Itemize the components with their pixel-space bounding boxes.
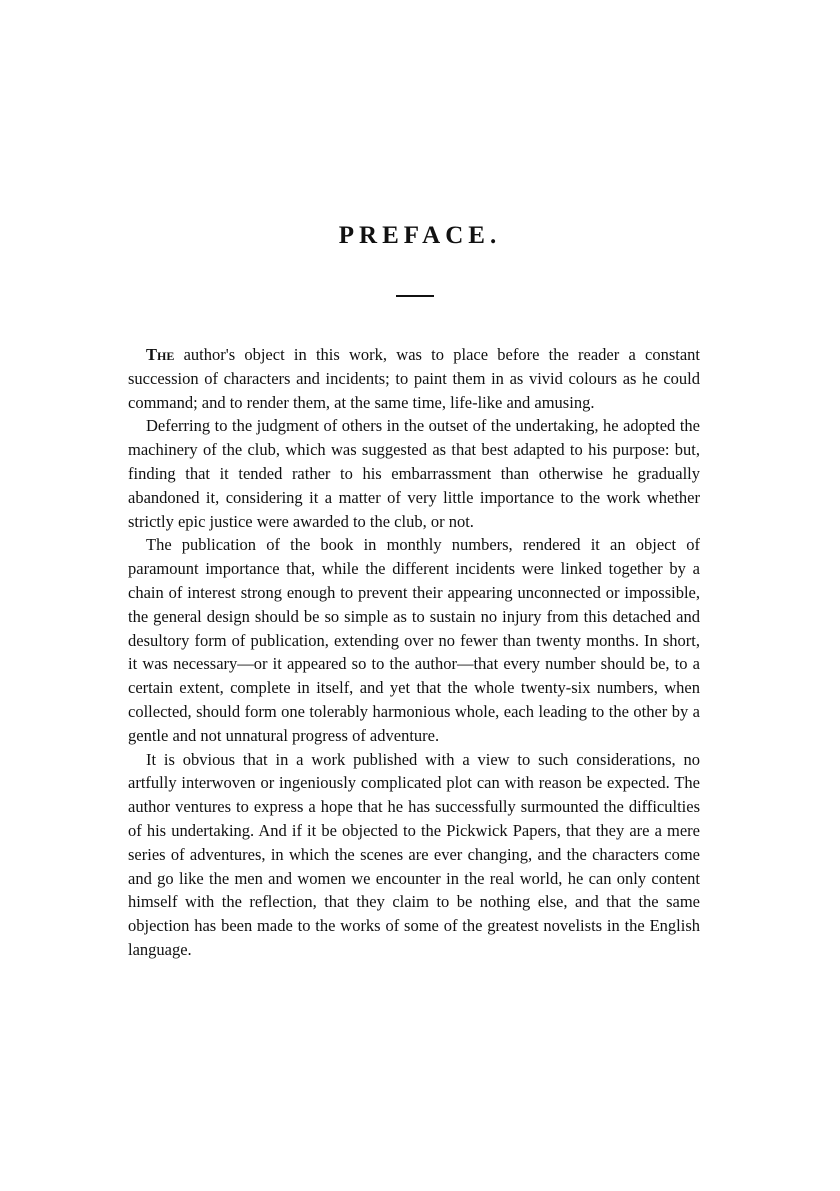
paragraph-1 [128,343,700,414]
paragraph-2: Deferring to the judgment of others in the outset of the undertaking, he adopted the machinery of the club, which was suggested as that best adapted to his purpose: but, finding that it tended rather to his embarrassment than otherwise he gradually abandoned it, considering it a matter of very little importance to the work whether strictly epic justice were awarded to the club, or not. [128,416,700,531]
paragraph-text: author's object in this work, was to place before the reader a constant succession of characters and incidents; to paint them in as vivid colours as he could command; and to render them, at the same time, life-like and amusing. [128,345,700,412]
paragraph-4: It is obvious that in a work published with a view to such considerations, no artfully interwoven or ingeniously complicated plot can with reason be expected. The author ventures to express a hope that he has successfully surmounted the difficulties of his undertaking. And if it be objected to the Pickwick Papers, that they are a mere series of adventures, in which the scenes are ever changing, and the characters come and go like the men and women we encounter in the real world, he can only content himself with the reflection, that they claim to be nothing else, and that the same objection has been made to the works of some of the greatest novelists in the English language. [128,749,700,959]
paragraph-lead-word: The [146,345,175,364]
title-rule [396,295,434,297]
preface-body [128,343,700,962]
paragraph-3: The publication of the book in monthly numbers, rendered it an object of paramount importance that, while the different incidents were linked together by a chain of interest strong enough to prevent their appearing unconnected or impossible, the general design should be so simple as to sustain no injury from this detached and desultory form of publication, extending over no fewer than twenty months. In short, it was necessary—or it appeared so to the author—that every number should be, to a certain extent, complete in itself, and yet that the whole twenty-six numbers, when collected, should form one tolerably harmonious whole, each leading to the other by a gentle and not unnatural progress of adventure. [128,535,700,745]
page-title: PREFACE. [338,222,502,249]
